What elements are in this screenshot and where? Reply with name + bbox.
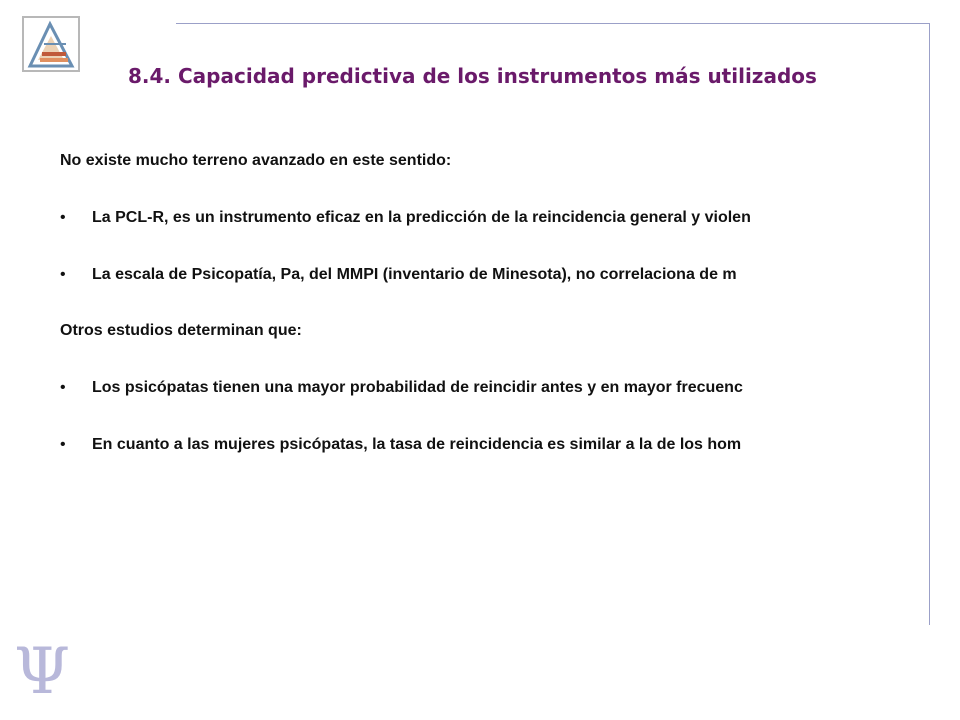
- bullet-marker: •: [60, 209, 66, 226]
- bullet-pcl-r: La PCL-R, es un instrumento eficaz en la predicción de la reincidencia general y violen: [92, 209, 751, 226]
- bullet-marker: •: [60, 379, 66, 396]
- top-divider: [176, 23, 930, 24]
- bullet-marker: •: [60, 266, 66, 283]
- bullet-mujeres: En cuanto a las mujeres psicópatas, la tasa de reincidencia es similar a la de los hom: [92, 436, 742, 453]
- bullet-mmpi: La escala de Psicopatía, Pa, del MMPI (inventario de Minesota), no correlaciona de m: [92, 266, 737, 283]
- bullet-marker: •: [60, 436, 66, 453]
- intro-text: No existe mucho terreno avanzado en este sentido:: [60, 152, 452, 169]
- section-heading: Otros estudios determinan que:: [60, 322, 302, 339]
- university-logo-icon: [22, 16, 80, 72]
- slide-title: 8.4. Capacidad predictiva de los instrumentos más utilizados: [128, 64, 817, 88]
- bullet-psicopatas: Los psicópatas tienen una mayor probabilidad de reincidir antes y en mayor frecuenc: [92, 379, 743, 396]
- right-divider: [929, 23, 930, 625]
- psi-icon: Ψ: [14, 635, 71, 709]
